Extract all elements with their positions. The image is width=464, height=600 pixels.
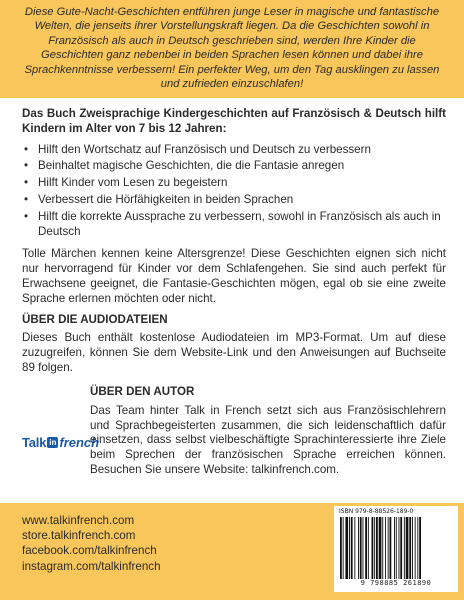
logo-talk: Talk [22,434,47,450]
instagram-link[interactable]: instagram.com/talkinfrench [22,559,161,573]
barcode-icon [338,517,454,579]
list-item: • Hilft die korrekte Aussprache zu verbessern, sowohl in Französisch als auch in Deutsch [22,210,446,240]
author-paragraph: Das Team hinter Talk in French setzt sich aus Französischlehrern und Sprachbegeisterten zusammen, die sich leidenschaftlich dafür einsetzen, dass selbst vielbeschäftigte Sprachinteressierte ihre Ziele beim Sprechen der französischen Sprache erreichen können. Besuchen Sie unsere Website: talkinfrench.com. [90,403,446,476]
logo-french: french [59,434,100,450]
facebook-link[interactable]: facebook.com/talkinfrench [22,544,157,558]
website-links [22,513,161,574]
store-link[interactable]: store.talkinfrench.com [22,529,136,543]
list-item: • Hilft Kinder vom Lesen zu begeistern [22,176,446,191]
list-item: • Beinhaltet magische Geschichten, die die Fantasie anregen [22,159,446,174]
main-content [22,107,446,382]
barcode-digits: 9 798885 261890 [360,579,432,587]
talkinfrench-logo [22,431,100,453]
lead-paragraph: Das Buch Zweisprachige Kindergeschichten auf Französisch & Deutsch hilft Kindern im Alter von 7 bis 12 Jahren: [22,107,446,135]
website-link[interactable]: www.talkinfrench.com [22,514,135,527]
list-item: • Hilft den Wortschatz auf Französisch und Deutsch zu verbessern [22,143,446,158]
intro-text: Diese Gute-Nacht-Geschichten entführen junge Leser in magische und fantastische Welten, die jenseits ihrer Vorstellungskraft liegen. Da die Geschichten sowohl in Französisch als auch in Deutsch geschrieben sind, werden Ihre Kinder die Geschichten ganz nebenbei in beiden Sprachen lesen können und dabei ihre Sprachkenntnisse verbessern! Ein perfekter Weg, um den Tag ausklingen zu lassen und zufrieden einzuschlafen! [24,6,440,91]
logo-in: in [49,437,57,447]
list-item: • Verbessert die Hörfähigkeiten in beiden Sprachen [22,193,446,208]
barcode-box [334,506,458,592]
isbn-label: ISBN 979-8-88526-189-0 [339,508,414,515]
closing-paragraph: Tolle Märchen kennen keine Altersgrenze! Diese Geschichten eignen sich nicht nur hervorragend für Kinder vor dem Schlafengehen. Sie sind auch perfekt für Erwachsene geeignet, die Fantasie-Geschichten mögen, egal ob sie eine zweite Sprache erlernen möchten oder nicht. [22,247,446,305]
author-section [90,385,446,484]
benefits-list [22,143,446,240]
audio-paragraph: Dieses Buch enthält kostenlose Audiodateien im MP3-Format. Um auf diese zuzugreifen, können Sie dem Website-Link und den Anweisungen auf Buchseite 89 folgen. [22,331,446,374]
author-heading: ÜBER DEN AUTOR [90,385,195,398]
audio-heading: ÜBER DIE AUDIODATEIEN [22,312,168,326]
